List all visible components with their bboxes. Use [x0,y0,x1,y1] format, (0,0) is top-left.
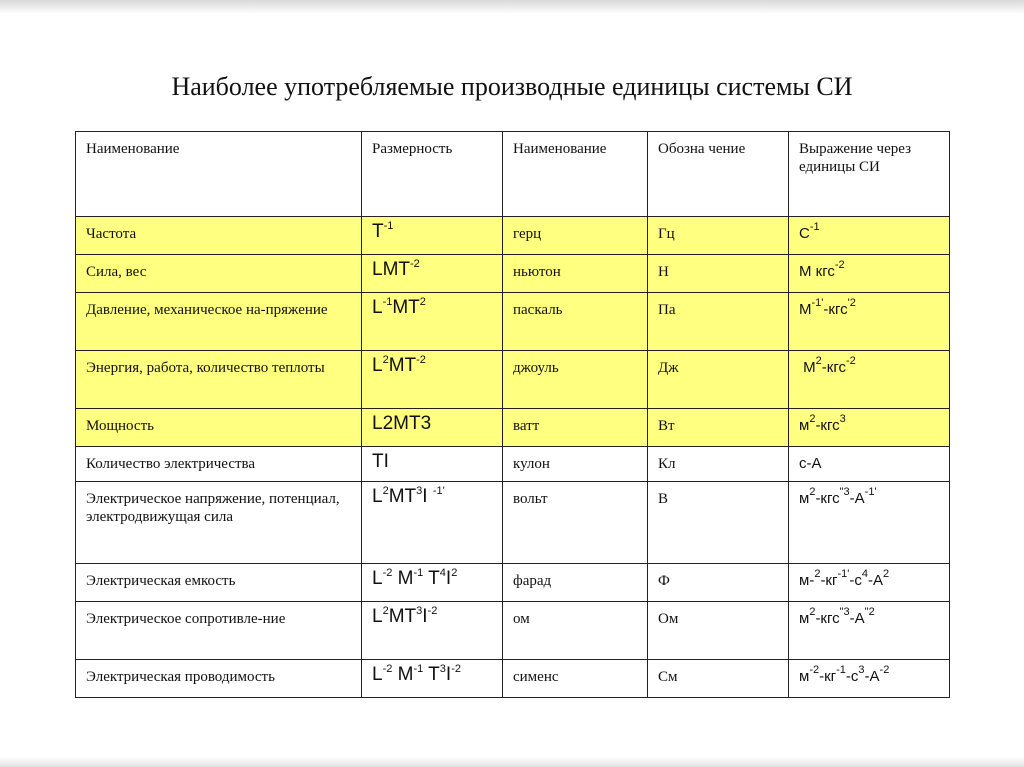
table-header-row [76,132,950,217]
cell-symbol: Ф [648,564,789,602]
cell-unit-name: сименс [503,660,648,698]
cell-symbol: Кл [648,447,789,482]
cell-symbol: Вт [648,409,789,447]
table-row [76,482,950,564]
cell-si-expression: $М^2-кгс^{-2}$ [789,351,950,409]
cell-dimension: $L^2MT^3I^{-2}$ [362,602,503,660]
top-edge-shadow [0,0,1024,14]
table-row [76,409,950,447]
table-row [76,293,950,351]
cell-symbol: В [648,482,789,564]
cell-si-expression: $М^{-1'}-кгс^{'2}$ [789,293,950,351]
cell-name: Количество электричества [76,447,362,482]
cell-si-expression: М кгс$^{-2}$ [789,255,950,293]
cell-dimension: $L^2MT^3I$ $^{-1'}$ [362,482,503,564]
cell-name: Электрическая проводимость [76,660,362,698]
cell-unit-name: фарад [503,564,648,602]
cell-name: Мощность [76,409,362,447]
cell-dimension: $L^{-2}$ $M^{-1}$ $T^4I^2$ [362,564,503,602]
table-row [76,660,950,698]
table-row [76,602,950,660]
cell-dimension: $T^{-1}$ [362,217,503,255]
cell-dimension: L2MT3 [362,409,503,447]
cell-dimension: $L^{-1}MT^2$ [362,293,503,351]
cell-si-expression: $м^2-кгс^3$ [789,409,950,447]
table-row [76,217,950,255]
cell-unit-name: кулон [503,447,648,482]
cell-unit-name: джоуль [503,351,648,409]
cell-name: Электрическое напряжение, потенциал, электродвижущая сила [76,482,362,564]
header-unit-name: Наименование [503,132,648,217]
cell-symbol: Дж [648,351,789,409]
cell-symbol: См [648,660,789,698]
cell-name: Сила, вес [76,255,362,293]
cell-si-expression: с-А [789,447,950,482]
cell-unit-name: ватт [503,409,648,447]
cell-name: Электрическое сопротивле-ние [76,602,362,660]
table-row [76,351,950,409]
header-symbol: Обозна чение [648,132,789,217]
table-row [76,255,950,293]
cell-name: Энергия, работа, количество теплоты [76,351,362,409]
bottom-edge-shadow [0,757,1024,767]
cell-dimension: $L^2MT^{-2}$ [362,351,503,409]
units-table [75,131,950,698]
cell-si-expression: $м-^2-кг^{-1'}-с^4-А^2$ [789,564,950,602]
header-name: Наименование [76,132,362,217]
cell-unit-name: паскаль [503,293,648,351]
cell-si-expression: $м^2-кгс^{"3}-А^{"2}$ [789,602,950,660]
cell-unit-name: ом [503,602,648,660]
cell-symbol: Гц [648,217,789,255]
cell-name: Частота [76,217,362,255]
cell-unit-name: вольт [503,482,648,564]
header-si-expression: Выражение через единицы СИ [789,132,950,217]
cell-dimension: TI [362,447,503,482]
cell-name: Давление, механическое на-пряжение [76,293,362,351]
cell-si-expression: $м^{-2}-кг^{-1}-с^3-А^{-2}$ [789,660,950,698]
cell-symbol: Н [648,255,789,293]
cell-dimension: $L^{-2}$ $M^{-1}$ $T^3I^{-2}$ [362,660,503,698]
table-row [76,564,950,602]
header-dimension: Размерность [362,132,503,217]
cell-name: Электрическая емкость [76,564,362,602]
cell-symbol: Па [648,293,789,351]
cell-unit-name: герц [503,217,648,255]
cell-si-expression: $С^{-1}$ [789,217,950,255]
page-title: Наиболее употребляемые производные единицы системы СИ [171,72,853,101]
cell-unit-name: ньютон [503,255,648,293]
table-row [76,447,950,482]
cell-symbol: Ом [648,602,789,660]
cell-si-expression: $м^2-кгс^{"3}-А^{-1'}$ [789,482,950,564]
cell-dimension: $LMT^{-2}$ [362,255,503,293]
